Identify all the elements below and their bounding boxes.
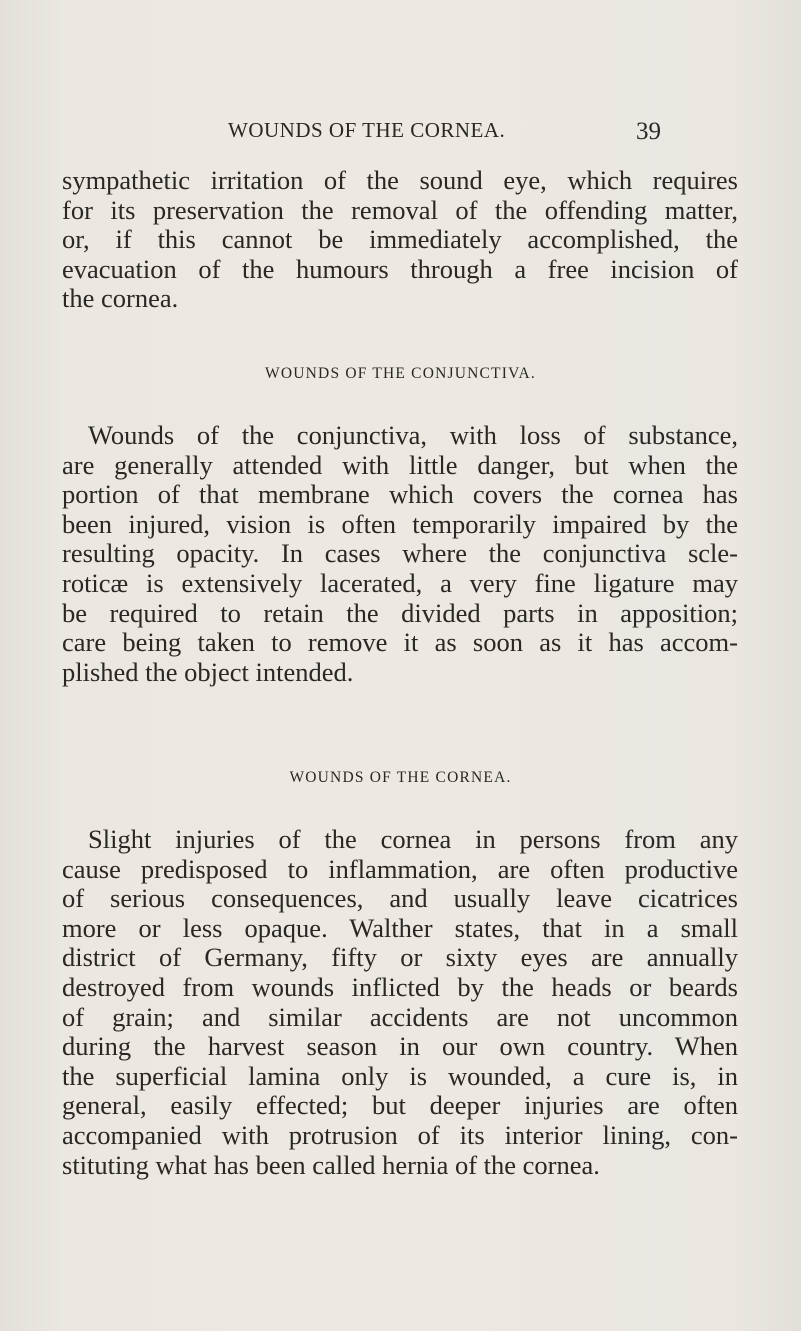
text-line: for its preservation the removal of the offending matter, xyxy=(62,194,738,225)
text-line: sympathetic irritation of the sound eye, which requires xyxy=(62,165,738,195)
text-line: destroyed from wounds inflicted by the heads or beards xyxy=(62,971,738,1002)
text-line: portion of that membrane which covers the cornea has xyxy=(62,479,738,510)
text-line: be required to retain the divided parts in apposition; xyxy=(62,597,738,628)
text-line: are generally attended with little danger, but when the xyxy=(62,449,738,480)
paragraph-cornea xyxy=(62,825,738,1180)
text-line: plished the object intended. xyxy=(62,656,354,687)
text-line: during the harvest season in our own country. When xyxy=(62,1031,738,1062)
text-line: of serious consequences, and usually leave cicatrices xyxy=(62,883,738,914)
text-line: general, easily effected; but deeper injuries are often xyxy=(62,1090,738,1121)
paragraph-continued xyxy=(62,166,738,314)
text-line: of grain; and similar accidents are not uncommon xyxy=(62,1001,738,1032)
page-number: 39 xyxy=(636,118,661,145)
text-line: accompanied with protrusion of its interior lining, con- xyxy=(62,1119,738,1150)
running-title: WOUNDS OF THE CORNEA. xyxy=(228,118,506,142)
text-line: the cornea. xyxy=(62,283,179,314)
text-line: evacuation of the humours through a free incision of xyxy=(62,253,738,284)
text-line: Slight injuries of the cornea in persons from any xyxy=(88,824,738,854)
text-line: care being taken to remove it as soon as it has accom- xyxy=(62,627,738,658)
text-line: roticæ is extensively lacerated, a very fine ligature may xyxy=(62,567,738,598)
section-heading-conjunctiva: WOUNDS OF THE CONJUNCTIVA. xyxy=(265,365,536,382)
text-line: Wounds of the conjunctiva, with loss of substance, xyxy=(88,420,738,450)
paragraph-conjunctiva xyxy=(62,421,738,687)
text-line: district of Germany, fifty or sixty eyes are annually xyxy=(62,942,738,973)
text-line: more or less opaque. Walther states, that in a small xyxy=(62,912,738,943)
text-line: or, if this cannot be immediately accomplished, the xyxy=(62,224,738,255)
running-head xyxy=(0,118,801,150)
text-line: cause predisposed to inflammation, are often productive xyxy=(62,853,738,884)
text-line: the superficial lamina only is wounded, a cure is, in xyxy=(62,1060,738,1091)
section-heading-cornea: WOUNDS OF THE CORNEA. xyxy=(289,769,512,786)
text-line: stituting what has been called hernia of the cornea. xyxy=(62,1149,600,1180)
text-line: been injured, vision is often temporarily impaired by the xyxy=(62,508,738,539)
text-line: resulting opacity. In cases where the conjunctiva scle- xyxy=(62,538,738,569)
